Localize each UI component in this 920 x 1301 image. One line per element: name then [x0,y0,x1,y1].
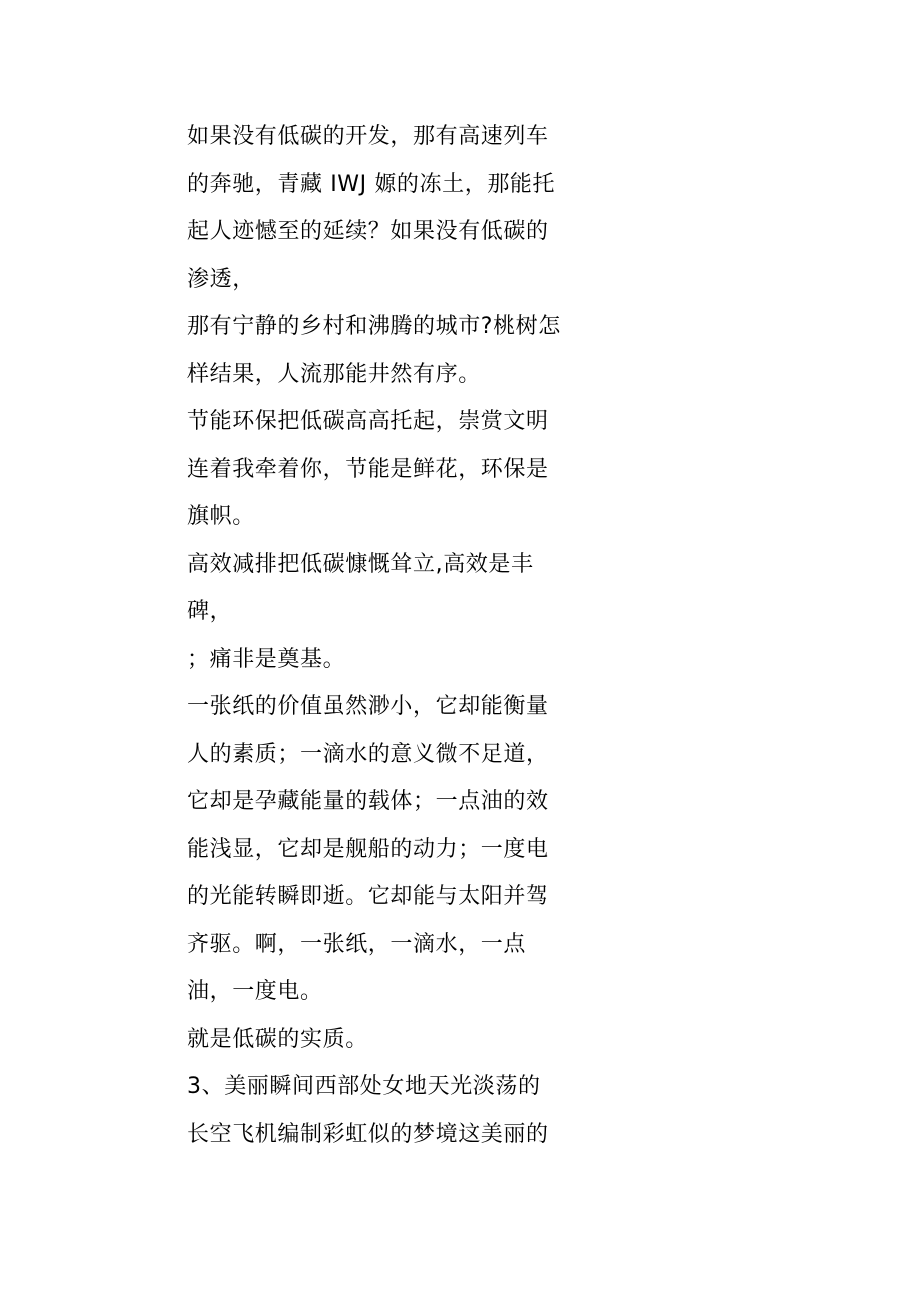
text-line: 油，一度电。 [187,979,323,1004]
text-line: 长空飞机编制彩虹似的梦境这美丽的 [187,1121,549,1147]
text-line: 那有宁静的乡村和沸腾的城市?桃树怎 [187,314,561,339]
body-text [187,113,587,1158]
text-line: 齐驱。啊，一张纸，一滴水，一点 [187,931,527,957]
text-line: 一张纸的价值虽然渺小，它却能衡量 [187,694,549,719]
text-line: 碑， [187,599,233,624]
text-line: 人的素质；一滴水的意义微不足道， [187,741,549,767]
text-line: 它却是孕藏能量的载体；一点油的效 [187,789,549,814]
text-line: 能浅显，它却是舰船的动力；一度电 [187,836,549,862]
text-line: 的光能转瞬即逝。它却能与太阳并驾 [187,884,549,909]
text-line: 如果没有低碳的开发，那有高速列车 [187,124,549,149]
text-line: 就是低碳的实质。 [187,1026,368,1052]
text-line: 3、美丽瞬间西部处女地天光淡荡的 [187,1074,541,1099]
text-line: 连着我牵着你，节能是鲜花，环保是 [187,456,549,482]
text-line: 渗透， [187,266,255,292]
text-line: 高效减排把低碳慷慨耸立,高效是丰 [187,551,534,577]
text-line: ；痛非是奠基。 [187,646,346,672]
text-line: 样结果，人流那能井然有序。 [187,361,481,387]
text-line: 的奔驰，青藏 IWJ 嫄的冻土，那能托 [187,171,556,197]
text-line: 起人迹憾至的延续？如果没有低碳的 [187,219,549,244]
text-line: 节能环保把低碳高高托起，崇赏文明 [187,409,549,434]
text-line: 旗帜。 [187,504,255,529]
